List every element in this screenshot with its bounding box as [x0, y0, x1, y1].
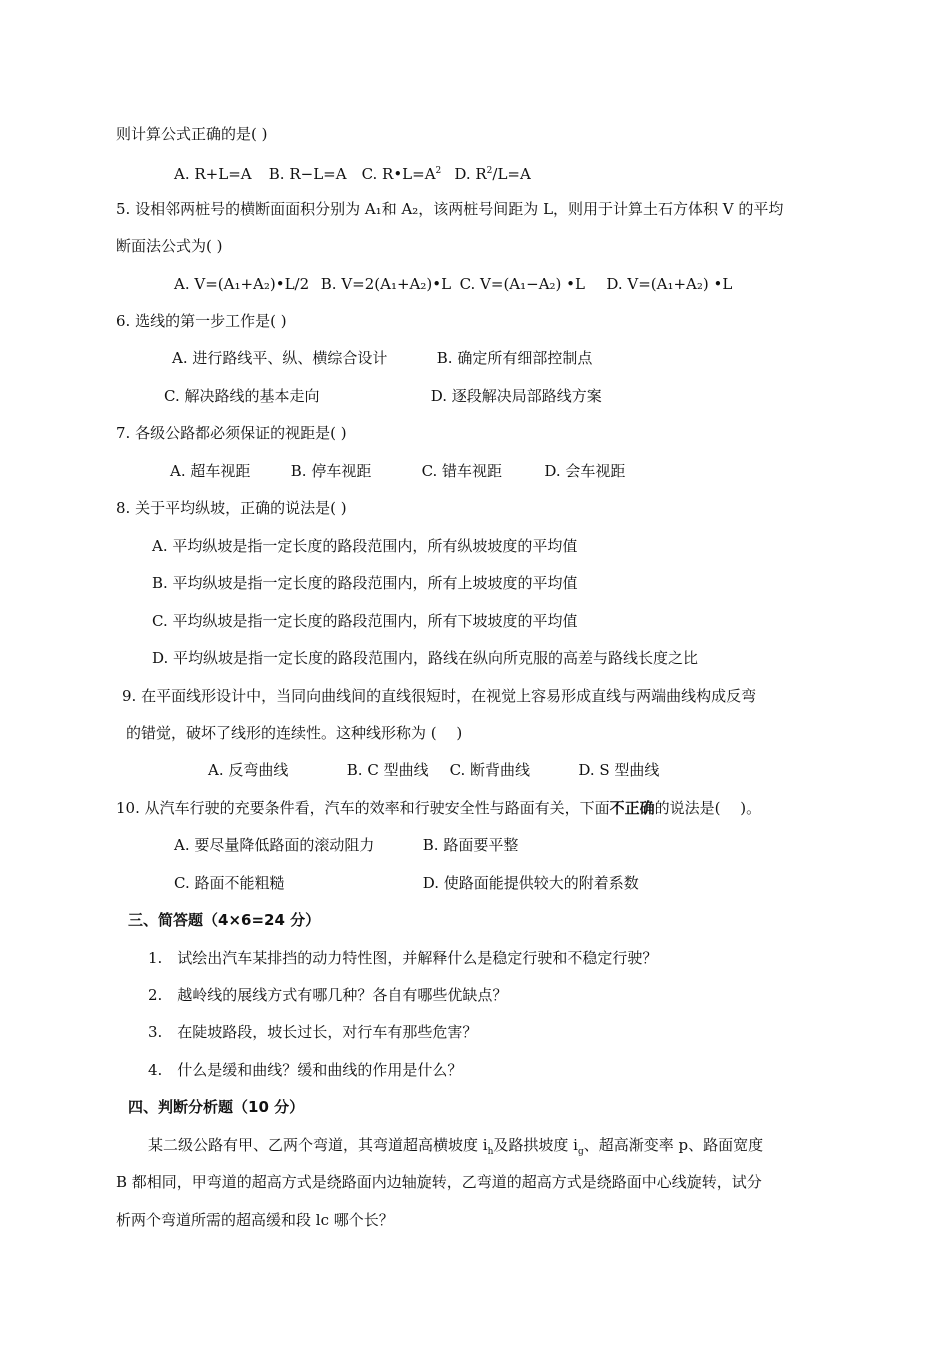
q5-stem-line2: 断面法公式为( )	[116, 237, 223, 255]
section-3-item-3: 3. 在陡坡路段，坡长过长，对行车有那些危害？	[148, 1023, 478, 1041]
q6-options-row2	[164, 386, 602, 406]
q5-option-c: C. V=(A₁−A₂) •L	[459, 275, 585, 293]
q10-options-row1	[174, 835, 518, 855]
q9-stem-line2: 的错觉，破坏了线形的连续性。这种线形称为 ( )	[126, 724, 463, 742]
q8-stem: 8. 关于平均纵坡，正确的说法是( )	[116, 499, 347, 517]
q6-stem: 6. 选线的第一步工作是( )	[116, 312, 287, 330]
q4-option-b: B. R−L=A	[268, 165, 347, 183]
q6-option-d: D. 逐段解决局部路线方案	[430, 387, 602, 405]
q9-options	[208, 760, 659, 780]
q4-option-c: C. $R•L=A^2$	[361, 165, 442, 183]
q10-stem: 10. 从汽车行驶的充要条件看，汽车的效率和行驶安全性与路面有关，下面不正确的说法是( )。	[116, 799, 762, 817]
q7-option-b: B. 停车视距	[290, 462, 372, 480]
q9-stem-line1: 9. 在平面线形设计中，当同向曲线间的直线很短时，在视觉上容易形成直线与两端曲线构成反弯	[122, 687, 757, 705]
q6-options-row1	[172, 348, 592, 368]
q10-option-b: B. 路面要平整	[422, 836, 519, 854]
q5-options	[174, 274, 732, 294]
section-3-item-1: 1. 试绘出汽车某排挡的动力特性图，并解释什么是稳定行驶和不稳定行驶？	[148, 949, 658, 967]
q10-stem-emphasis: 不正确	[609, 799, 655, 817]
section-3-heading: 三、简答题（4×6=24 分）	[128, 911, 321, 929]
q7-stem: 7. 各级公路都必须保证的视距是( )	[116, 424, 347, 442]
q6-option-b: B. 确定所有细部控制点	[436, 349, 593, 367]
section-4-paragraph-line2: B 都相同，甲弯道的超高方式是绕路面内边轴旋转，乙弯道的超高方式是绕路面中心线旋转，试分	[116, 1173, 762, 1191]
section-3-item-2: 2. 越岭线的展线方式有哪几种？各自有哪些优缺点？	[148, 986, 508, 1004]
q5-stem-line1: 5. 设相邻两桩号的横断面面积分别为 A₁和 A₂，该两桩号间距为 L，则用于计算土石方体积 V 的平均	[116, 200, 784, 218]
q8-option-d: D. 平均纵坡是指一定长度的路段范围内，路线在纵向所克服的高差与路线长度之比	[152, 649, 699, 667]
q4-option-a: A. R+L=A	[174, 165, 252, 183]
q7-option-a: A. 超车视距	[170, 462, 251, 480]
q7-option-d: D. 会车视距	[544, 462, 626, 480]
q6-option-a: A. 进行路线平、纵、横综合设计	[172, 349, 388, 367]
section-3-item-4: 4. 什么是缓和曲线？缓和曲线的作用是什么？	[148, 1061, 463, 1079]
q7-options	[170, 461, 625, 481]
q8-option-a: A. 平均纵坡是指一定长度的路段范围内，所有纵坡坡度的平均值	[152, 537, 578, 555]
q5-option-b: B. V=2(A₁+A₂)•L	[320, 275, 452, 293]
q7-option-c: C. 错车视距	[421, 462, 503, 480]
q5-option-d: D. V=(A₁+A₂) •L	[606, 275, 733, 293]
q4-option-d: D. $R^2/L=A$	[454, 165, 531, 183]
q5-option-a: A. V=(A₁+A₂)•L/2	[174, 275, 310, 293]
q10-option-c: C. 路面不能粗糙	[174, 874, 285, 892]
q4-stem-tail: 则计算公式正确的是( )	[116, 125, 268, 143]
q9-option-a: A. 反弯曲线	[208, 761, 289, 779]
q6-option-c: C. 解决路线的基本走向	[164, 387, 320, 405]
q4-options	[174, 161, 531, 184]
q10-option-d: D. 使路面能提供较大的附着系数	[422, 874, 639, 892]
q9-option-b: B. C 型曲线	[346, 761, 429, 779]
q9-option-d: D. S 型曲线	[578, 761, 660, 779]
q10-options-row2	[174, 873, 639, 893]
section-4-paragraph-line1: 某二级公路有甲、乙两个弯道，其弯道超高横坡度 $i_h$及路拱坡度 $i_g$、超高渐变率 p、路面宽度	[148, 1136, 764, 1157]
q8-option-b: B. 平均纵坡是指一定长度的路段范围内，所有上坡坡度的平均值	[152, 574, 578, 592]
q9-option-c: C. 断背曲线	[449, 761, 531, 779]
q10-option-a: A. 要尽量降低路面的滚动阻力	[174, 836, 375, 854]
q8-option-c: C. 平均纵坡是指一定长度的路段范围内，所有下坡坡度的平均值	[152, 612, 578, 630]
section-4-paragraph-line3: 析两个弯道所需的超高缓和段 lc 哪个长？	[116, 1211, 394, 1229]
section-4-heading: 四、判断分析题（10 分）	[128, 1098, 305, 1116]
